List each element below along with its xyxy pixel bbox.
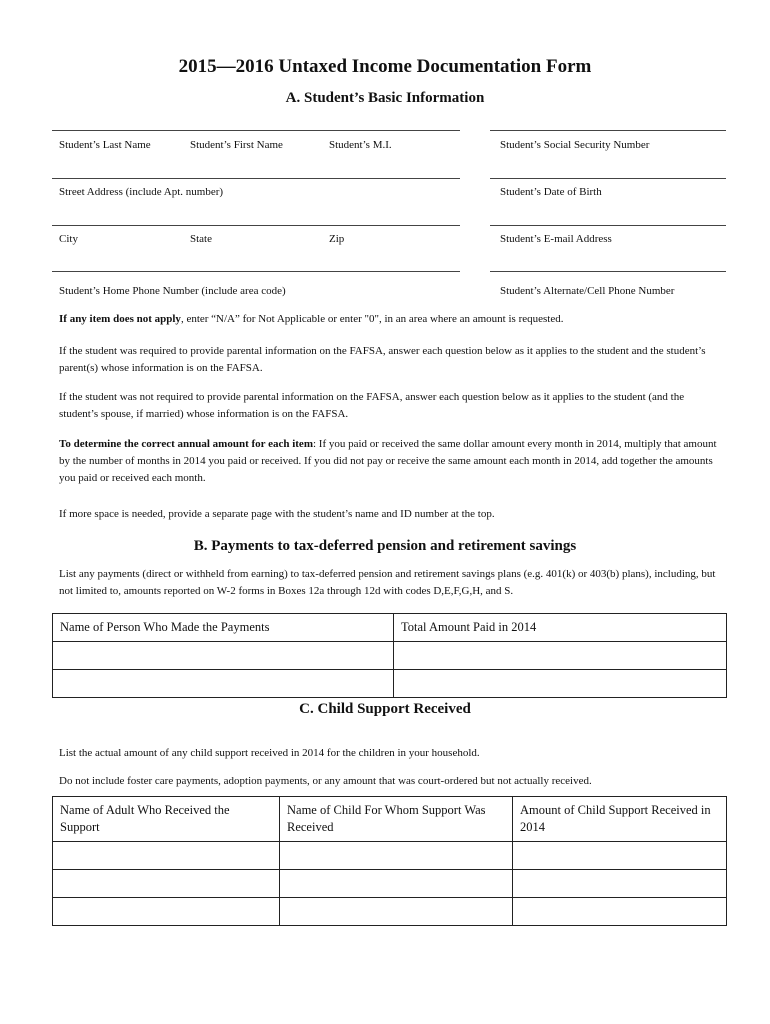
header-adult-name: Name of Adult Who Received the Support xyxy=(53,797,280,842)
child-name-cell[interactable] xyxy=(280,842,513,870)
divider-line xyxy=(490,271,726,272)
divider-line xyxy=(52,225,460,226)
adult-name-cell[interactable] xyxy=(53,870,280,898)
date-of-birth-field[interactable]: Student’s Date of Birth xyxy=(500,186,602,198)
table-header-row xyxy=(53,797,727,842)
table-row xyxy=(53,842,727,870)
table-row xyxy=(53,670,727,698)
child-support-table xyxy=(52,796,727,926)
middle-initial-field[interactable]: Student’s M.I. xyxy=(329,139,392,151)
section-b-heading: B. Payments to tax-deferred pension and retirement savings xyxy=(193,538,577,554)
zip-field[interactable]: Zip xyxy=(329,233,345,245)
cell-phone-field[interactable]: Student’s Alternate/Cell Phone Number xyxy=(500,285,675,297)
child-name-cell[interactable] xyxy=(280,898,513,926)
divider-line xyxy=(52,130,460,131)
header-person-name: Name of Person Who Made the Payments xyxy=(53,614,394,642)
ssn-field[interactable]: Student’s Social Security Number xyxy=(500,139,650,151)
na-instruction xyxy=(59,311,719,328)
street-address-field[interactable]: Street Address (include Apt. number) xyxy=(59,186,224,198)
section-c-heading: C. Child Support Received xyxy=(299,701,471,717)
last-name-field[interactable]: Student’s Last Name xyxy=(59,139,151,151)
person-name-cell[interactable] xyxy=(53,670,394,698)
section-a-heading: A. Student’s Basic Information xyxy=(285,90,485,106)
divider-line xyxy=(490,225,726,226)
section-b-intro: List any payments (direct or withheld from earning) to tax-deferred pension and retirement savings plans (e.g. 401(k) or 403(b) plans), including, but not limited to, amounts reported on W-2 forms in Boxes 12a through 12d with codes D,E,F,G,H, and S. xyxy=(59,568,716,597)
adult-name-cell[interactable] xyxy=(53,842,280,870)
divider-line xyxy=(490,178,726,179)
person-name-cell[interactable] xyxy=(53,642,394,670)
first-name-field[interactable]: Student’s First Name xyxy=(190,139,283,151)
annual-amount-bold: To determine the correct annual amount for each item xyxy=(59,438,313,450)
adult-name-cell[interactable] xyxy=(53,898,280,926)
parental-info-paragraph: If the student was required to provide parental information on the FAFSA, answer each question below as it applies to the student and the student’s parent(s) whose information is on the FAFSA. xyxy=(59,345,706,374)
na-instruction-bold: If any item does not apply xyxy=(59,313,181,325)
no-parental-info-paragraph: If the student was not required to provide parental information on the FAFSA, answer each question below as it applies to the student (and the student’s spouse, if married) whose information is on the FAFSA. xyxy=(59,391,685,420)
header-total-amount: Total Amount Paid in 2014 xyxy=(394,614,727,642)
divider-line xyxy=(52,178,460,179)
more-space-paragraph: If more space is needed, provide a separate page with the student’s name and ID number at the top. xyxy=(59,508,495,520)
total-amount-cell[interactable] xyxy=(394,670,727,698)
header-child-name: Name of Child For Whom Support Was Received xyxy=(280,797,513,842)
state-field[interactable]: State xyxy=(190,233,212,245)
divider-line xyxy=(52,271,460,272)
table-row xyxy=(53,642,727,670)
table-header-row xyxy=(53,614,727,642)
header-support-amount: Amount of Child Support Received in 2014 xyxy=(513,797,727,842)
table-row xyxy=(53,870,727,898)
pension-payments-table xyxy=(52,613,727,698)
exclusion-paragraph: Do not include foster care payments, adoption payments, or any amount that was court-ordered but not actually received. xyxy=(59,775,592,787)
child-name-cell[interactable] xyxy=(280,870,513,898)
support-amount-cell[interactable] xyxy=(513,898,727,926)
city-field[interactable]: City xyxy=(59,233,78,245)
support-amount-cell[interactable] xyxy=(513,842,727,870)
total-amount-cell[interactable] xyxy=(394,642,727,670)
na-instruction-text: , enter “N/A” for Not Applicable or enter "0", in an area where an amount is requested. xyxy=(180,313,564,325)
email-field[interactable]: Student’s E-mail Address xyxy=(500,233,612,245)
annual-amount-text: : If you paid or received the same dollar amount every month in 2014, multiply that amount by the number of months in 2014 you paid or received. If you did not pay or receive the same amount each month in 2014, add together the amounts you paid or received each month. xyxy=(59,438,717,484)
support-amount-cell[interactable] xyxy=(513,870,727,898)
annual-amount-paragraph xyxy=(59,436,719,487)
divider-line xyxy=(490,130,726,131)
child-support-paragraph: List the actual amount of any child support received in 2014 for the children in your household. xyxy=(59,747,480,759)
table-row xyxy=(53,898,727,926)
home-phone-field[interactable]: Student’s Home Phone Number (include area code) xyxy=(59,285,286,297)
form-title: 2015—2016 Untaxed Income Documentation Form xyxy=(178,56,592,77)
